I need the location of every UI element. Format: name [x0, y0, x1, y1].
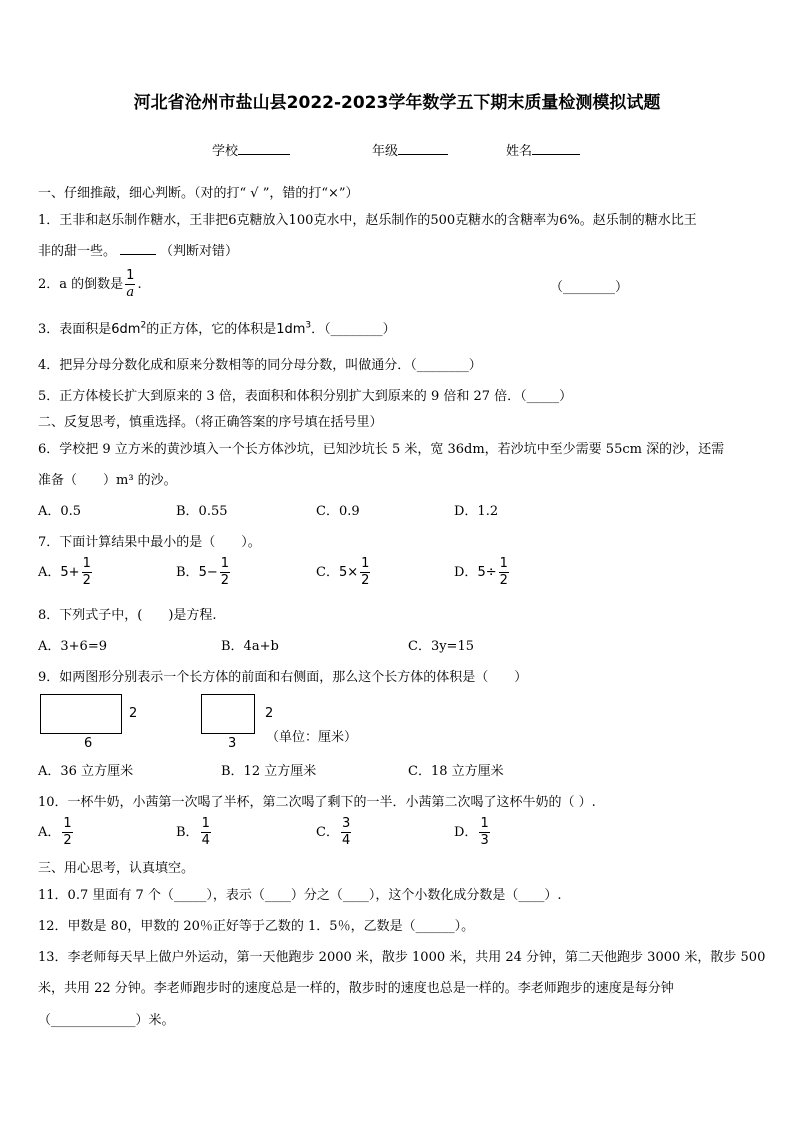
question-9: 9．如两图形分别表示一个长方体的前面和右侧面，那么这个长方体的体积是（ ）	[38, 670, 528, 685]
question-9-option-a[interactable]: A．36 立方厘米	[38, 764, 134, 779]
question-3: 3．表面积是$6dm^2$的正方体，它的体积是$1dm^3$．（________）	[38, 320, 396, 337]
question-6-option-a[interactable]: A．0.5	[38, 504, 82, 519]
question-1-blank[interactable]	[120, 242, 156, 255]
question-6-line-1: 6．学校把 9 立方米的黄沙填入一个长方体沙坑，已知沙坑长 5 米，宽 36dm，若沙坑中至少需要 55cm 深的沙，还需	[38, 442, 725, 457]
school-field[interactable]	[212, 140, 290, 159]
question-6-line-2: 准备（ ）m³ 的沙。	[38, 473, 177, 488]
question-10-option-c[interactable]: C． $\frac{3}{4}$	[316, 816, 351, 848]
side-face-rectangle	[201, 694, 255, 734]
name-blank[interactable]	[532, 142, 580, 155]
question-4: 4．把异分母分数化成和原来分数相等的同分母分数，叫做通分．（________）	[38, 358, 482, 373]
question-9-option-c[interactable]: C．18 立方厘米	[408, 764, 504, 779]
question-1-line-1: 1．王非和赵乐制作糖水，王非把6克糖放入100克水中，赵乐制作的500克糖水的含糖率为6%。赵乐制的糖水比王	[38, 213, 697, 228]
question-2-answer-paren[interactable]: （________）	[550, 280, 629, 295]
question-7-option-b[interactable]: B．5− $\frac{1}{2}$	[176, 556, 230, 588]
school-label: 学校	[212, 144, 239, 159]
page-title: 河北省沧州市盐山县2022-2023学年数学五下期末质量检测模拟试题	[133, 93, 661, 113]
name-field[interactable]	[506, 140, 580, 159]
unit-label: （单位：厘米）	[266, 730, 358, 745]
grade-label: 年级	[372, 144, 399, 159]
question-11: 11．0.7 里面有 7 个（_____），表示（____）分之（____），这个小数化成分数是（____）.	[38, 888, 562, 903]
section-2-heading: 二、反复思考，慎重选择。（将正确答案的序号填在括号里）	[38, 415, 383, 430]
question-6-option-b[interactable]: B．0.55	[176, 504, 228, 519]
question-9-option-b[interactable]: B．12 立方厘米	[221, 764, 317, 779]
front-face-width-label: 6	[84, 736, 93, 751]
question-13-line-2: 米，共用 22 分钟。李老师跑步时的速度总是一样的，散步时的速度也总是一样的。李老师跑步的速度是每分钟	[38, 981, 674, 996]
section-3-heading: 三、用心思考，认真填空。	[38, 861, 195, 876]
question-10-option-a[interactable]: A． $\frac{1}{2}$	[38, 816, 72, 848]
question-10-option-d[interactable]: D． $\frac{1}{3}$	[454, 816, 489, 848]
question-1-line-2: 非的甜一些。 （判断对错）	[38, 244, 239, 259]
question-8-option-a[interactable]: A．3+6=9	[38, 639, 107, 654]
school-blank[interactable]	[238, 142, 290, 155]
question-6-option-d[interactable]: D．1.2	[454, 504, 499, 519]
grade-blank[interactable]	[398, 142, 448, 155]
question-5: 5．正方体棱长扩大到原来的 3 倍，表面积和体积分别扩大到原来的 9 倍和 27 倍．（_____）	[38, 389, 573, 404]
question-7-option-d[interactable]: D．5÷ $\frac{1}{2}$	[454, 556, 508, 588]
front-face-rectangle	[40, 694, 122, 734]
section-1-heading: 一、仔细推敲，细心判断。（对的打“ √ ”，错的打“×”）	[38, 186, 359, 201]
question-13-line-3: （_____________）米。	[38, 1013, 175, 1028]
question-2-fraction: $\frac{1}{a}$	[126, 268, 135, 300]
question-10-option-b[interactable]: B． $\frac{1}{4}$	[176, 816, 210, 848]
question-12: 12．甲数是 80，甲数的 20％正好等于乙数的 1．5％，乙数是（______）。	[38, 919, 475, 934]
front-face-height-label: 2	[129, 706, 138, 721]
grade-field[interactable]	[372, 140, 448, 159]
question-7-option-a[interactable]: A．5+ $\frac{1}{2}$	[38, 556, 91, 588]
question-10: 10．一杯牛奶，小茜第一次喝了半杯，第二次喝了剩下的一半．小茜第二次喝了这杯牛奶的（ ）.	[38, 795, 596, 810]
question-8: 8．下列式子中，( )是方程.	[38, 608, 217, 623]
name-label: 姓名	[506, 144, 533, 159]
question-13-line-1: 13．李老师每天早上做户外运动，第一天他跑步 2000 米，散步 1000 米，共用 24 分钟，第二天他跑步 3000 米，散步 500	[38, 950, 766, 965]
side-face-width-label: 3	[228, 736, 237, 751]
question-8-option-c[interactable]: C．3y=15	[408, 639, 474, 654]
question-7-option-c[interactable]: C．5× $\frac{1}{2}$	[316, 556, 370, 588]
question-6-option-c[interactable]: C．0.9	[316, 504, 360, 519]
question-2: 2．a 的倒数是 $\frac{1}{a}$ .	[38, 268, 142, 300]
side-face-height-label: 2	[265, 706, 274, 721]
question-8-option-b[interactable]: B．4a+b	[221, 639, 279, 654]
question-7: 7．下面计算结果中最小的是（ ）。	[38, 535, 261, 550]
